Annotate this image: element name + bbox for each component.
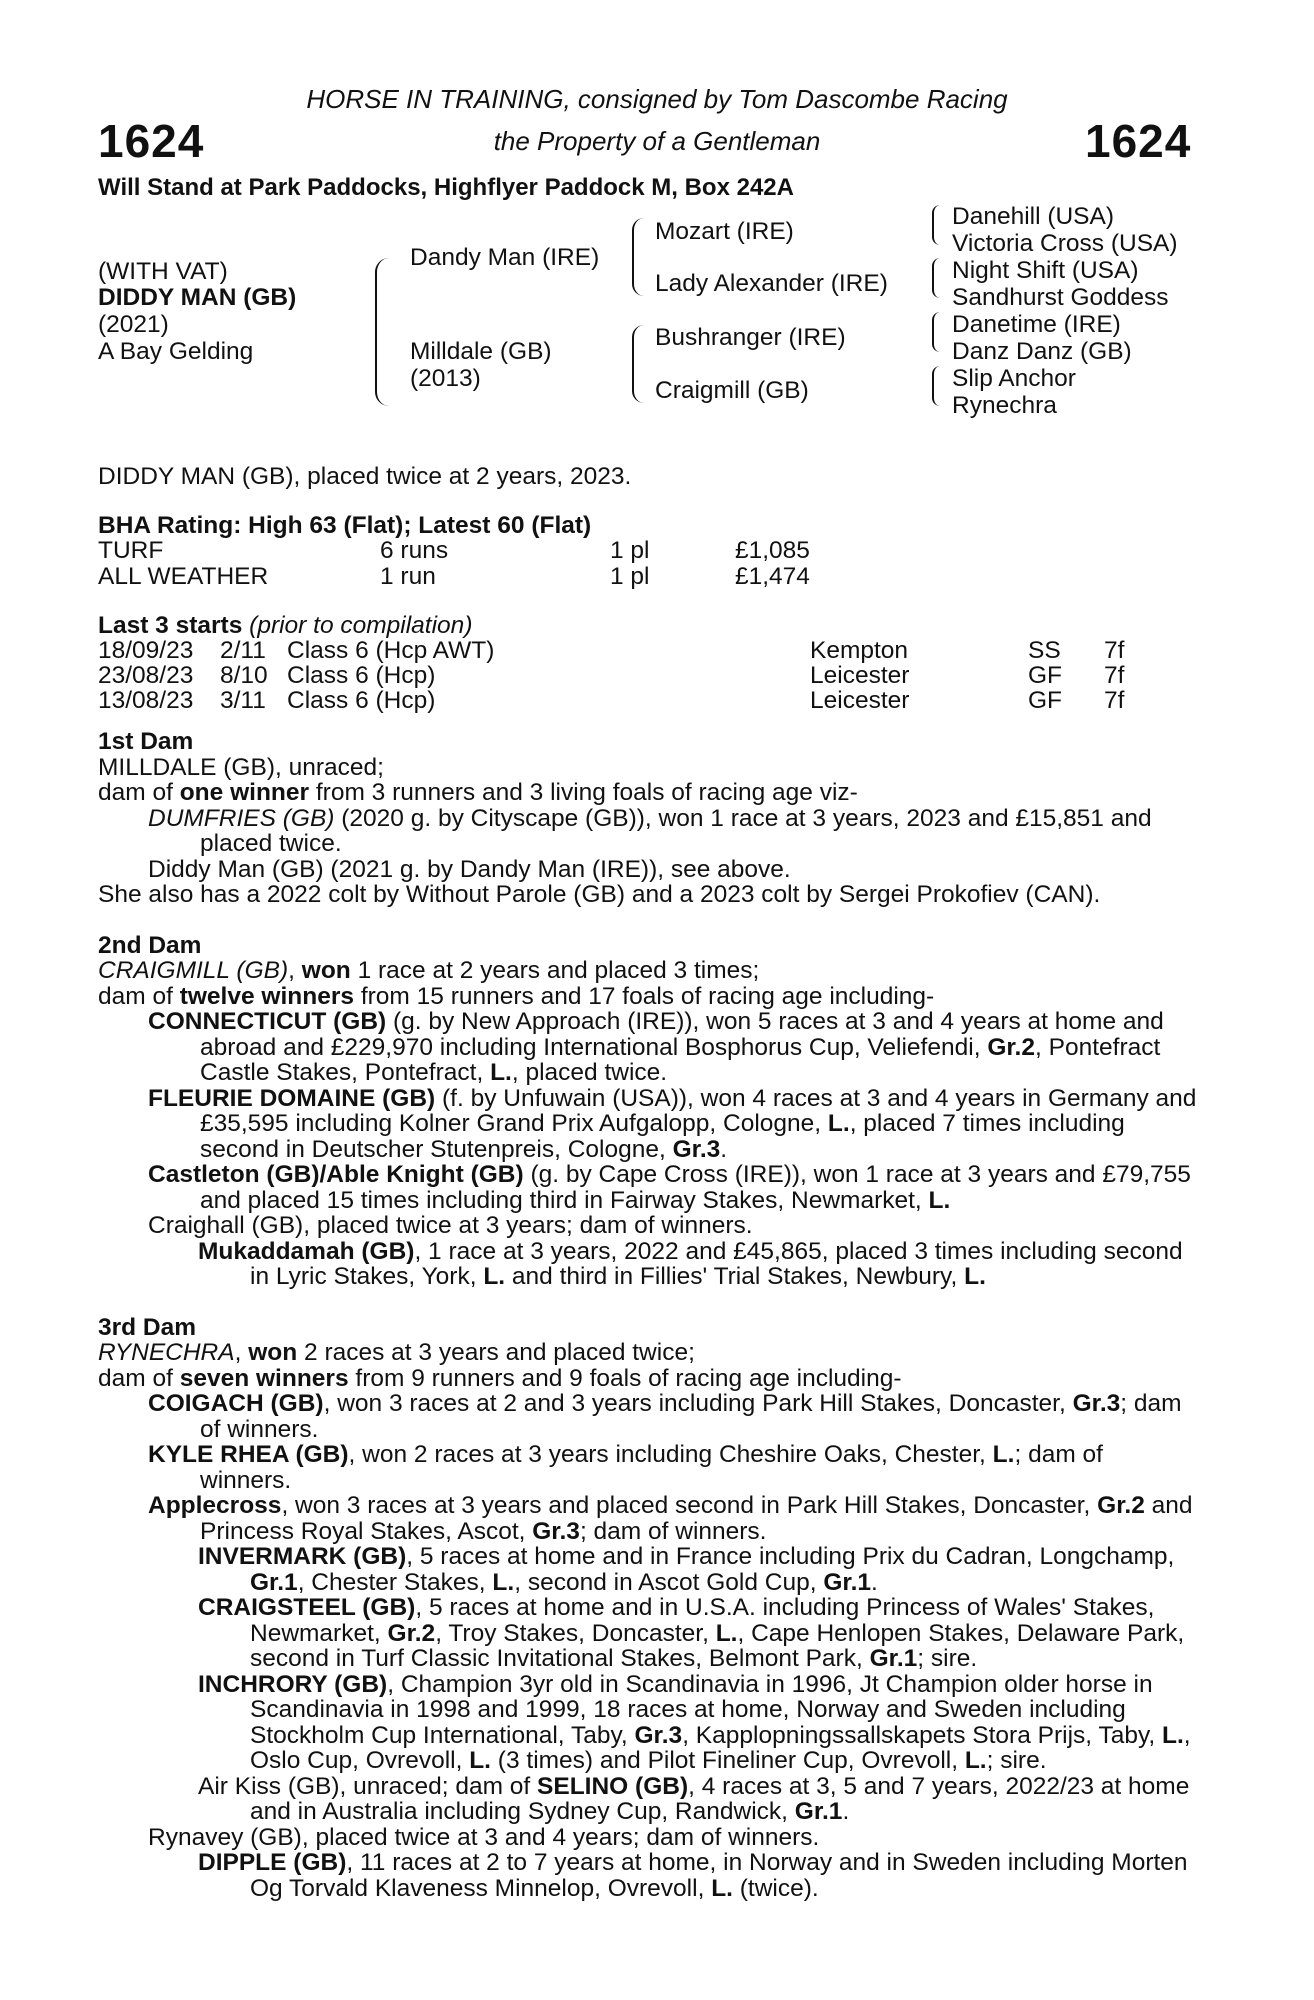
produce-applecross: Applecross, won 3 races at 3 years and placed second in Park Hill Stakes, Doncaster, Gr.2 and Princess Royal Stakes, Ascot, Gr.3; dam of winners. — [148, 1492, 1193, 1545]
third-dam-produce-line: dam of seven winners from 9 runners and 9 foals of racing age including- — [98, 1364, 902, 1392]
last-starts-title — [98, 612, 472, 640]
start-distance: 7f — [1104, 637, 1125, 664]
start-course: Leicester — [810, 687, 910, 714]
start-distance: 7f — [1104, 662, 1125, 689]
first-dam-other-foals: She also has a 2022 colt by Without Parole (GB) and a 2023 colt by Sergei Prokofiev (CAN). — [98, 881, 1101, 908]
start-race: Class 6 (Hcp) — [287, 662, 436, 689]
vat-note: (WITH VAT) — [98, 258, 228, 285]
bha-aw-runs: 1 run — [380, 563, 436, 590]
dd-sire: Slip Anchor — [952, 365, 1076, 392]
produce-coigach: COIGACH (GB), won 3 races at 2 and 3 years including Park Hill Stakes, Doncaster, Gr.3; dam of winners. — [148, 1390, 1182, 1443]
start-race: Class 6 (Hcp AWT) — [287, 637, 495, 664]
start-race: Class 6 (Hcp) — [287, 687, 436, 714]
start-date: 13/08/23 — [98, 687, 194, 714]
bha-aw-placed: 1 pl — [610, 563, 650, 590]
dam-dam: Craigmill (GB) — [655, 377, 809, 404]
bha-aw-surface: ALL WEATHER — [98, 563, 269, 590]
start-date: 18/09/23 — [98, 637, 194, 664]
sire-dam: Lady Alexander (IRE) — [655, 270, 888, 297]
produce-kyle-rhea: KYLE RHEA (GB), won 2 races at 3 years including Cheshire Oaks, Chester, L.; dam of winners. — [148, 1441, 1103, 1494]
start-position: 2/11 — [220, 637, 266, 664]
dam-sections — [98, 729, 1198, 1901]
produce-fleurie-domaine: FLEURIE DOMAINE (GB) (f. by Unfuwain (USA)), won 4 races at 3 and 4 years in Germany and £35,595 including Kolner Grand Prix Aufgalopp, Cologne, L., placed 7 times including second in Deutscher Stutenpreis, Cologne, Gr.3. — [148, 1084, 1197, 1163]
start-distance: 7f — [1104, 687, 1125, 714]
produce-air-kiss: Air Kiss (GB), unraced; dam of SELINO (GB), 4 races at 3, 5 and 7 years, 2022/23 at home and in Australia including Sydney Cup, Randwick, Gr.1. — [198, 1772, 1190, 1825]
dam: Milldale (GB) — [410, 338, 552, 365]
start-date: 23/08/23 — [98, 662, 194, 689]
start-going: GF — [1028, 662, 1063, 689]
brace-sire — [632, 218, 644, 296]
ds-sire: Danetime (IRE) — [952, 311, 1121, 338]
start-course: Leicester — [810, 662, 910, 689]
horse-description: A Bay Gelding — [98, 338, 254, 365]
third-dam-heading: 3rd Dam — [98, 1313, 197, 1341]
bha-turf-placed: 1 pl — [610, 537, 650, 564]
bha-rating-title: BHA Rating: High 63 (Flat); Latest 60 (Flat) — [98, 512, 592, 539]
lot-number-right: 1624 — [1085, 115, 1192, 167]
sd-dam: Sandhurst Goddess — [952, 284, 1169, 311]
produce-connecticut: CONNECTICUT (GB) (g. by New Approach (IRE)), won 5 races at 3 and 4 years at home and abroad and £229,970 including International Bosphorus Cup, Veliefendi, Gr.2, Pontefract Castle Stakes, Pontefract, L., placed twice. — [148, 1008, 1164, 1086]
second-dam-line: CRAIGMILL (GB), won 1 race at 2 years and placed 3 times; — [98, 957, 760, 984]
start-going: GF — [1028, 687, 1063, 714]
brace-sd — [932, 258, 942, 298]
stand-location: Will Stand at Park Paddocks, Highflyer Paddock M, Box 242A — [98, 174, 794, 201]
start-position: 3/11 — [220, 687, 266, 714]
lot-number-left: 1624 — [98, 115, 205, 167]
start-going: SS — [1028, 637, 1061, 664]
start-position: 8/10 — [220, 662, 268, 689]
sd-sire: Night Shift (USA) — [952, 257, 1139, 284]
last-starts-title-bold: Last 3 starts — [98, 612, 243, 639]
first-dam-heading: 1st Dam — [98, 728, 194, 755]
first-dam-produce-line: dam of one winner from 3 runners and 3 living foals of racing age viz- — [98, 779, 858, 806]
bha-aw-earnings: £1,474 — [735, 563, 810, 590]
produce-castleton: Castleton (GB)/Able Knight (GB) (g. by Cape Cross (IRE)), won 1 race at 3 years and £79,755 and placed 15 times including third in Fairway Stakes, Newmarket, L. — [148, 1161, 1191, 1214]
produce-craighall: Craighall (GB), placed twice at 3 years; dam of winners. — [148, 1212, 753, 1239]
produce-diddy-man: Diddy Man (GB) (2021 g. by Dandy Man (IRE)), see above. — [148, 855, 791, 883]
race-summary: DIDDY MAN (GB), placed twice at 2 years, 2023. — [98, 463, 632, 490]
sire: Dandy Man (IRE) — [410, 244, 600, 271]
produce-dumfries: DUMFRIES (GB) (2020 g. by Cityscape (GB)), won 1 race at 3 years, 2023 and £15,851 and placed twice. — [148, 804, 1152, 857]
produce-rynavey: Rynavey (GB), placed twice at 3 and 4 years; dam of winners. — [148, 1823, 820, 1851]
dd-dam: Rynechra — [952, 392, 1057, 419]
produce-invermark: INVERMARK (GB), 5 races at home and in France including Prix du Cadran, Longchamp, Gr.1, Chester Stakes, L., second in Ascot Gold Cup, Gr.1. — [198, 1543, 1175, 1596]
ss-sire: Danehill (USA) — [952, 203, 1115, 230]
brace-dam — [632, 325, 644, 403]
horse-name: DIDDY MAN (GB) — [98, 284, 297, 311]
bha-turf-surface: TURF — [98, 537, 164, 564]
dam-sire: Bushranger (IRE) — [655, 324, 846, 351]
second-dam-produce-line: dam of twelve winners from 15 runners and 17 foals of racing age including- — [98, 982, 935, 1010]
bha-turf-earnings: £1,085 — [735, 537, 810, 564]
consignor-line: HORSE IN TRAINING, consigned by Tom Dascombe Racing — [306, 84, 1008, 114]
start-course: Kempton — [810, 637, 909, 664]
last-starts-title-note: (prior to compilation) — [249, 612, 473, 639]
brace-ss — [932, 205, 942, 245]
second-dam-heading: 2nd Dam — [98, 931, 202, 959]
produce-dipple: DIPPLE (GB), 11 races at 2 to 7 years at home, in Norway and in Sweden including Morten Og Torvald Klaveness Minnelop, Ovrevoll, L. (twice). — [198, 1849, 1188, 1902]
ss-dam: Victoria Cross (USA) — [952, 230, 1178, 257]
ds-dam: Danz Danz (GB) — [952, 338, 1132, 365]
brace-ds — [932, 312, 942, 352]
dam-year: (2013) — [410, 365, 481, 392]
brace-main — [375, 258, 389, 406]
first-dam-line: MILLDALE (GB), unraced; — [98, 753, 384, 781]
produce-inchrory: INCHRORY (GB), Champion 3yr old in Scandinavia in 1996, Jt Champion older horse in Scandinavia in 1998 and 1999, 18 races at home, Norway and Sweden including Stockholm Cup International, Taby, Gr.3, Kapplopningssallskapets Stora Prijs, Taby, L., Oslo Cup, Ovrevoll, L. (3 times) and Pilot Fineliner Cup, Ovrevoll, L.; sire. — [198, 1670, 1191, 1774]
bha-turf-runs: 6 runs — [380, 537, 449, 564]
produce-craigsteel: CRAIGSTEEL (GB), 5 races at home and in U.S.A. including Princess of Wales' Stakes, Newmarket, Gr.2, Troy Stakes, Doncaster, L., Cape Henlopen Stakes, Delaware Park, second in Turf Classic Invitational Stakes, Belmont Park, Gr.1; sire. — [198, 1594, 1185, 1672]
brace-dd — [932, 366, 942, 406]
third-dam-line: RYNECHRA, won 2 races at 3 years and placed twice; — [98, 1339, 695, 1366]
produce-mukaddamah: Mukaddamah (GB), 1 race at 3 years, 2022 and £45,865, placed 3 times including second in Lyric Stakes, York, L. and third in Fillies' Trial Stakes, Newbury, L. — [198, 1237, 1183, 1290]
sire-sire: Mozart (IRE) — [655, 218, 794, 245]
property-line: the Property of a Gentleman — [493, 126, 821, 156]
foaling-year: (2021) — [98, 311, 169, 338]
